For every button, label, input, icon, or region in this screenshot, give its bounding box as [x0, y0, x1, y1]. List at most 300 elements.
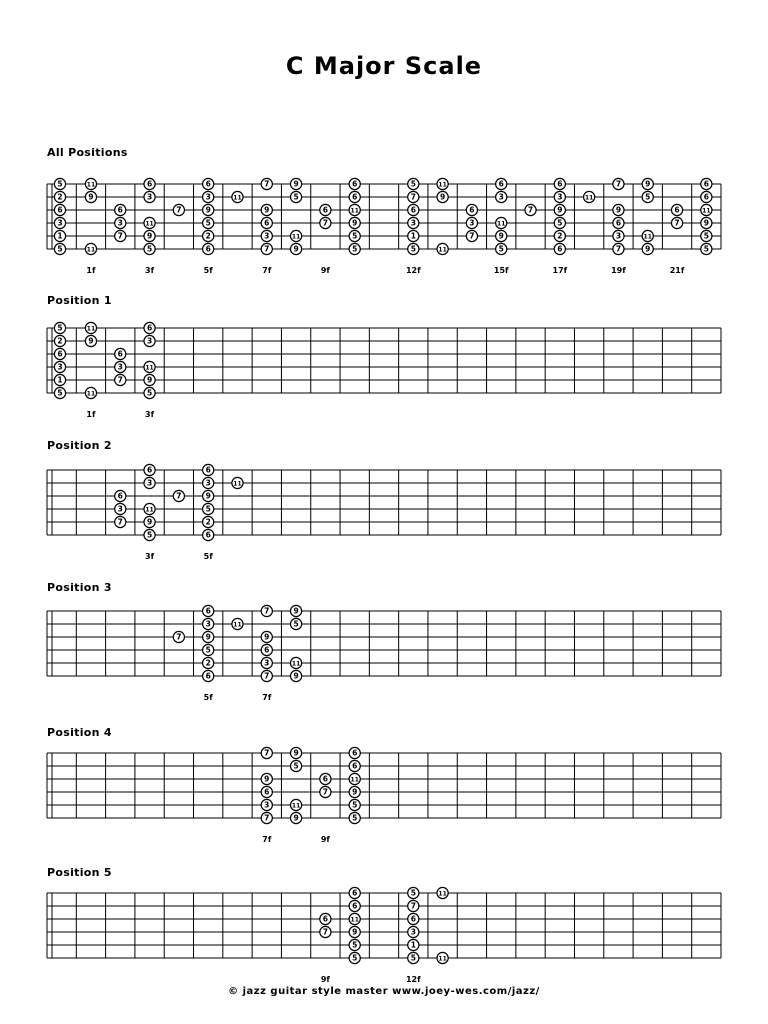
scale-degree-note — [261, 670, 272, 681]
scale-degree-note — [203, 529, 214, 540]
scale-degree-note — [408, 952, 419, 963]
svg-text:9: 9 — [264, 774, 270, 784]
svg-text:6: 6 — [205, 671, 211, 681]
scale-degree-note — [408, 939, 419, 950]
svg-text:6: 6 — [557, 179, 563, 189]
fret-number-label: 1f — [86, 410, 96, 419]
svg-text:3: 3 — [146, 478, 153, 488]
scale-degree-note — [144, 322, 155, 333]
svg-text:7: 7 — [615, 179, 622, 189]
scale-degree-note — [290, 243, 301, 254]
scale-degree-note — [203, 230, 214, 241]
svg-text:7: 7 — [264, 671, 270, 681]
scale-degree-note — [701, 243, 712, 254]
fret-number-label: 3f — [145, 266, 155, 275]
svg-text:9: 9 — [293, 748, 299, 758]
svg-text:5: 5 — [645, 192, 651, 202]
svg-text:11: 11 — [438, 955, 447, 963]
scale-degree-note — [54, 217, 65, 228]
scale-degree-note — [496, 191, 507, 202]
scale-degree-note — [115, 361, 126, 372]
svg-text:2: 2 — [205, 231, 211, 241]
svg-text:9: 9 — [293, 244, 299, 254]
scale-degree-note — [349, 799, 360, 810]
svg-text:5: 5 — [57, 388, 63, 398]
scale-degree-note — [203, 631, 214, 642]
svg-text:11: 11 — [86, 181, 96, 189]
svg-text:11: 11 — [233, 480, 242, 488]
svg-text:5: 5 — [205, 645, 211, 655]
scale-degree-note — [554, 178, 565, 189]
scale-degree-note — [115, 503, 126, 514]
svg-text:11: 11 — [350, 207, 359, 215]
scale-degree-note — [261, 230, 272, 241]
scale-degree-note — [320, 926, 331, 937]
svg-text:7: 7 — [117, 517, 123, 527]
scale-degree-note — [320, 913, 331, 924]
diagram-label-position-5: Position 5 — [47, 866, 112, 879]
svg-text:11: 11 — [86, 246, 96, 254]
svg-text:7: 7 — [176, 632, 182, 642]
scale-degree-note — [349, 887, 360, 898]
svg-text:7: 7 — [322, 218, 329, 228]
scale-degree-note — [496, 243, 507, 254]
scale-degree-note — [115, 374, 126, 385]
fret-number-label: 3f — [145, 410, 155, 419]
svg-text:6: 6 — [322, 205, 329, 215]
scale-degree-note — [290, 191, 301, 202]
scale-degree-note — [320, 786, 331, 797]
svg-text:6: 6 — [352, 761, 358, 771]
scale-degree-note — [261, 786, 272, 797]
svg-text:7: 7 — [674, 218, 680, 228]
svg-text:11: 11 — [350, 916, 359, 924]
svg-text:5: 5 — [703, 244, 709, 254]
svg-text:9: 9 — [264, 632, 270, 642]
svg-text:3: 3 — [205, 478, 211, 488]
svg-text:9: 9 — [645, 179, 651, 189]
fretboard-position-5 — [0, 885, 768, 985]
scale-degree-note — [203, 464, 214, 475]
scale-degree-note — [144, 217, 155, 228]
svg-text:9: 9 — [293, 179, 299, 189]
svg-text:3: 3 — [205, 192, 211, 202]
scale-degree-note — [290, 747, 301, 758]
scale-degree-note — [203, 477, 214, 488]
scale-degree-note — [701, 191, 712, 202]
scale-degree-note — [349, 760, 360, 771]
scale-degree-note — [642, 191, 653, 202]
svg-text:9: 9 — [293, 671, 299, 681]
fret-number-label: 15f — [493, 266, 509, 275]
scale-degree-note — [437, 952, 448, 963]
svg-text:7: 7 — [264, 179, 270, 189]
svg-text:11: 11 — [350, 776, 359, 784]
svg-text:3: 3 — [557, 192, 563, 202]
svg-text:3: 3 — [117, 218, 123, 228]
scale-degree-note — [261, 812, 272, 823]
svg-text:7: 7 — [117, 375, 123, 385]
fret-number-label: 5f — [203, 693, 213, 702]
scale-degree-note — [290, 657, 301, 668]
scale-degree-note — [613, 217, 624, 228]
scale-degree-note — [115, 348, 126, 359]
svg-text:5: 5 — [703, 231, 709, 241]
scale-degree-note — [144, 464, 155, 475]
scale-degree-note — [408, 926, 419, 937]
svg-text:5: 5 — [146, 530, 153, 540]
scale-degree-note — [203, 490, 214, 501]
svg-text:6: 6 — [205, 179, 211, 189]
scale-degree-note — [554, 230, 565, 241]
svg-text:2: 2 — [205, 658, 211, 668]
svg-text:2: 2 — [205, 517, 211, 527]
scale-degree-note — [496, 217, 507, 228]
fret-number-label: 7f — [262, 693, 272, 702]
fret-number-label: 7f — [262, 266, 272, 275]
scale-degree-note — [261, 657, 272, 668]
scale-degree-note — [115, 490, 126, 501]
svg-text:6: 6 — [146, 179, 153, 189]
svg-text:6: 6 — [703, 192, 709, 202]
scale-degree-note — [85, 243, 96, 254]
scale-degree-note — [54, 387, 65, 398]
svg-text:9: 9 — [205, 491, 211, 501]
scale-degree-note — [173, 490, 184, 501]
svg-text:5: 5 — [352, 940, 358, 950]
scale-degree-note — [496, 230, 507, 241]
scale-degree-note — [144, 178, 155, 189]
svg-text:11: 11 — [438, 246, 447, 254]
svg-text:6: 6 — [352, 748, 358, 758]
fretboard-position-4 — [0, 745, 768, 845]
svg-text:6: 6 — [117, 349, 123, 359]
scale-degree-note — [613, 243, 624, 254]
svg-text:5: 5 — [57, 323, 63, 333]
svg-text:5: 5 — [352, 813, 358, 823]
svg-text:5: 5 — [293, 619, 299, 629]
scale-degree-note — [232, 191, 243, 202]
svg-text:3: 3 — [57, 218, 63, 228]
svg-text:6: 6 — [674, 205, 680, 215]
scale-degree-note — [54, 204, 65, 215]
svg-text:5: 5 — [410, 179, 416, 189]
svg-text:3: 3 — [146, 192, 153, 202]
scale-degree-note — [144, 529, 155, 540]
footer-credit: © jazz guitar style master www.joey-wes.com/jazz/ — [228, 986, 540, 997]
scale-degree-note — [408, 230, 419, 241]
scale-degree-note — [261, 773, 272, 784]
scale-degree-note — [261, 217, 272, 228]
scale-degree-note — [261, 605, 272, 616]
svg-text:6: 6 — [703, 179, 709, 189]
scale-degree-note — [144, 374, 155, 385]
svg-text:11: 11 — [702, 207, 711, 215]
svg-text:7: 7 — [322, 787, 329, 797]
svg-text:11: 11 — [145, 364, 154, 372]
svg-text:6: 6 — [117, 491, 123, 501]
scale-degree-note — [85, 178, 96, 189]
scale-degree-note — [349, 747, 360, 758]
scale-degree-note — [203, 670, 214, 681]
svg-text:9: 9 — [146, 517, 153, 527]
scale-degree-note — [290, 670, 301, 681]
scale-degree-note — [203, 191, 214, 202]
scale-degree-note — [54, 322, 65, 333]
svg-text:6: 6 — [557, 244, 563, 254]
svg-text:5: 5 — [352, 800, 358, 810]
fret-number-label: 1f — [86, 266, 96, 275]
scale-degree-note — [144, 243, 155, 254]
scale-degree-note — [584, 191, 595, 202]
svg-text:11: 11 — [291, 660, 301, 668]
fret-number-label: 3f — [145, 552, 155, 561]
diagram-label-all-positions: All Positions — [47, 146, 128, 159]
svg-text:11: 11 — [497, 220, 506, 228]
scale-degree-note — [642, 178, 653, 189]
scale-degree-note — [232, 477, 243, 488]
scale-degree-note — [203, 618, 214, 629]
svg-text:6: 6 — [57, 205, 63, 215]
scale-degree-note — [85, 335, 96, 346]
svg-text:6: 6 — [57, 349, 63, 359]
scale-degree-note — [115, 204, 126, 215]
svg-text:3: 3 — [117, 362, 123, 372]
scale-degree-note — [408, 243, 419, 254]
svg-text:11: 11 — [86, 390, 96, 398]
scale-degree-note — [290, 178, 301, 189]
page-title: C Major Scale — [285, 52, 483, 80]
scale-degree-note — [554, 204, 565, 215]
fret-number-label: 5f — [203, 266, 213, 275]
svg-text:11: 11 — [233, 194, 242, 202]
svg-text:6: 6 — [264, 645, 270, 655]
scale-degree-note — [290, 230, 301, 241]
svg-text:6: 6 — [205, 606, 211, 616]
scale-degree-note — [261, 178, 272, 189]
scale-degree-note — [54, 361, 65, 372]
scale-degree-note — [203, 516, 214, 527]
svg-text:7: 7 — [264, 606, 270, 616]
scale-degree-note — [115, 217, 126, 228]
scale-degree-note — [290, 812, 301, 823]
svg-text:5: 5 — [205, 504, 211, 514]
fret-number-label: 12f — [405, 266, 421, 275]
scale-degree-note — [349, 191, 360, 202]
scale-degree-note — [701, 178, 712, 189]
svg-text:9: 9 — [146, 231, 153, 241]
scale-degree-note — [203, 503, 214, 514]
svg-text:6: 6 — [322, 914, 329, 924]
svg-text:3: 3 — [615, 231, 622, 241]
scale-degree-note — [144, 361, 155, 372]
scale-degree-note — [408, 887, 419, 898]
scale-degree-note — [671, 217, 682, 228]
svg-text:3: 3 — [57, 362, 63, 372]
svg-text:7: 7 — [615, 244, 622, 254]
svg-text:7: 7 — [527, 205, 534, 215]
fret-number-label: 19f — [611, 266, 626, 275]
svg-text:6: 6 — [146, 323, 153, 333]
scale-degree-note — [54, 191, 65, 202]
svg-text:3: 3 — [264, 231, 270, 241]
scale-degree-note — [408, 900, 419, 911]
svg-text:3: 3 — [117, 504, 123, 514]
fret-number-label: 12f — [405, 975, 421, 984]
svg-text:6: 6 — [352, 888, 358, 898]
svg-text:6: 6 — [264, 787, 270, 797]
scale-degree-note — [320, 217, 331, 228]
scale-degree-note — [349, 204, 360, 215]
scale-degree-note — [466, 230, 477, 241]
svg-text:7: 7 — [264, 244, 270, 254]
svg-text:5: 5 — [410, 244, 416, 254]
scale-degree-note — [232, 618, 243, 629]
scale-degree-note — [144, 503, 155, 514]
scale-degree-note — [408, 178, 419, 189]
svg-text:11: 11 — [86, 325, 96, 333]
svg-text:5: 5 — [352, 244, 358, 254]
svg-text:6: 6 — [205, 465, 211, 475]
svg-text:3: 3 — [146, 336, 153, 346]
scale-degree-note — [349, 952, 360, 963]
svg-text:5: 5 — [293, 761, 299, 771]
svg-text:5: 5 — [293, 192, 299, 202]
svg-text:7: 7 — [117, 231, 123, 241]
scale-degree-note — [496, 178, 507, 189]
fret-number-label: 17f — [552, 266, 568, 275]
diagram-label-position-3: Position 3 — [47, 581, 112, 594]
scale-degree-note — [261, 204, 272, 215]
scale-degree-note — [203, 178, 214, 189]
svg-text:5: 5 — [352, 953, 358, 963]
svg-text:9: 9 — [264, 205, 270, 215]
fret-number-label: 7f — [262, 835, 272, 844]
scale-degree-note — [54, 348, 65, 359]
scale-degree-note — [144, 230, 155, 241]
fret-number-label: 21f — [669, 266, 685, 275]
svg-text:6: 6 — [264, 218, 270, 228]
scale-degree-note — [203, 204, 214, 215]
svg-text:2: 2 — [57, 336, 63, 346]
scale-degree-note — [290, 605, 301, 616]
scale-degree-note — [173, 631, 184, 642]
svg-text:6: 6 — [469, 205, 475, 215]
scale-degree-note — [261, 747, 272, 758]
svg-text:7: 7 — [264, 748, 270, 758]
scale-degree-note — [613, 178, 624, 189]
scale-degree-note — [290, 618, 301, 629]
diagram-label-position-1: Position 1 — [47, 294, 112, 307]
svg-text:11: 11 — [145, 220, 154, 228]
scale-degree-note — [613, 204, 624, 215]
svg-text:11: 11 — [291, 802, 301, 810]
svg-text:11: 11 — [233, 621, 242, 629]
scale-degree-note — [408, 217, 419, 228]
svg-text:9: 9 — [205, 205, 211, 215]
svg-text:5: 5 — [205, 218, 211, 228]
svg-text:1: 1 — [410, 231, 416, 241]
scale-degree-note — [349, 243, 360, 254]
svg-text:9: 9 — [352, 927, 358, 937]
svg-text:9: 9 — [498, 231, 504, 241]
svg-text:3: 3 — [264, 800, 270, 810]
scale-degree-note — [144, 516, 155, 527]
scale-degree-note — [320, 204, 331, 215]
svg-text:5: 5 — [410, 953, 416, 963]
svg-text:6: 6 — [352, 179, 358, 189]
svg-text:1: 1 — [57, 231, 63, 241]
svg-text:7: 7 — [322, 927, 329, 937]
scale-degree-note — [408, 913, 419, 924]
svg-text:6: 6 — [205, 244, 211, 254]
scale-degree-note — [290, 799, 301, 810]
svg-text:7: 7 — [410, 192, 416, 202]
svg-text:6: 6 — [205, 530, 211, 540]
scale-degree-note — [173, 204, 184, 215]
fretboard-position-1 — [0, 320, 768, 420]
svg-text:9: 9 — [352, 787, 358, 797]
scale-degree-note — [349, 939, 360, 950]
svg-text:6: 6 — [410, 914, 416, 924]
svg-text:5: 5 — [352, 231, 358, 241]
scale-degree-note — [85, 322, 96, 333]
svg-text:5: 5 — [498, 244, 504, 254]
svg-text:6: 6 — [352, 901, 358, 911]
svg-text:11: 11 — [145, 506, 154, 514]
diagram-label-position-2: Position 2 — [47, 439, 112, 452]
svg-text:5: 5 — [146, 388, 153, 398]
fretboard-position-3 — [0, 603, 768, 703]
scale-degree-note — [203, 243, 214, 254]
svg-text:6: 6 — [410, 205, 416, 215]
svg-text:1: 1 — [410, 940, 416, 950]
fret-number-label: 9f — [320, 975, 330, 984]
scale-degree-note — [671, 204, 682, 215]
scale-degree-note — [349, 773, 360, 784]
scale-degree-note — [554, 243, 565, 254]
scale-degree-note — [701, 204, 712, 215]
scale-degree-note — [642, 243, 653, 254]
scale-degree-note — [261, 799, 272, 810]
svg-text:6: 6 — [498, 179, 504, 189]
scale-degree-note — [349, 786, 360, 797]
fret-number-label: 5f — [203, 552, 213, 561]
scale-degree-note — [54, 243, 65, 254]
scale-degree-note — [349, 230, 360, 241]
svg-text:9: 9 — [703, 218, 709, 228]
scale-degree-note — [320, 773, 331, 784]
svg-text:9: 9 — [293, 606, 299, 616]
svg-text:5: 5 — [57, 179, 63, 189]
scale-degree-note — [466, 204, 477, 215]
scale-degree-note — [115, 516, 126, 527]
scale-degree-note — [85, 191, 96, 202]
fret-number-label: 9f — [320, 835, 330, 844]
svg-text:9: 9 — [615, 205, 622, 215]
svg-text:7: 7 — [469, 231, 475, 241]
scale-degree-note — [349, 217, 360, 228]
scale-degree-note — [54, 335, 65, 346]
scale-degree-note — [261, 243, 272, 254]
scale-degree-note — [261, 631, 272, 642]
scale-degree-note — [144, 387, 155, 398]
svg-text:3: 3 — [410, 927, 416, 937]
svg-text:5: 5 — [557, 218, 563, 228]
svg-text:9: 9 — [645, 244, 651, 254]
scale-degree-note — [349, 900, 360, 911]
scale-degree-note — [349, 926, 360, 937]
